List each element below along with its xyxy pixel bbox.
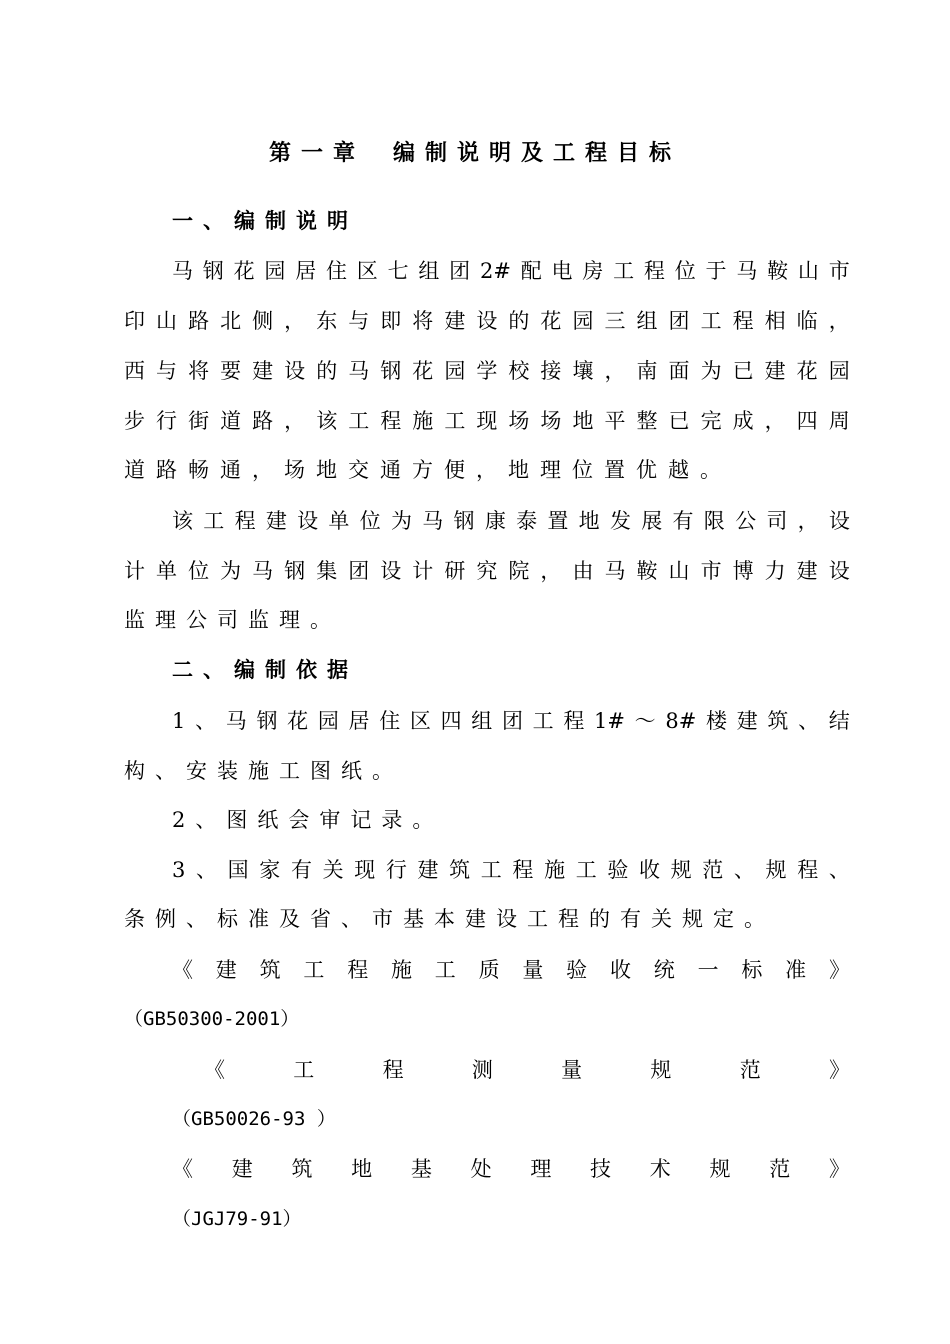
paragraph-line: 马 钢 花 园 居 住 区 七 组 团 2# 配 电 房 工 程 位 于 马 鞍 山 市 [172, 259, 850, 283]
list-item-line: 条例、标准及省、市基本建设工程的有关规定。 [124, 907, 775, 931]
standard-title: 《 工 程 测 量 规 范 》 [204, 1058, 850, 1082]
standard-code: （GB50300-2001） [124, 1008, 300, 1030]
standard-code: （GB50026-93 ） [172, 1108, 336, 1130]
paragraph-line: 印 山 路 北 侧 ， 东 与 即 将 建 设 的 花 园 三 组 团 工 程 相 临 ， [124, 309, 850, 333]
paragraph-line: 该 工 程 建 设 单 位 为 马 钢 康 泰 置 地 发 展 有 限 公 司 ， 设 [172, 509, 850, 533]
section-heading-2: 二、编制依据 [172, 658, 358, 682]
list-item: 2、图纸会审记录。 [172, 808, 444, 832]
standard-code: （JGJ79-91） [172, 1208, 302, 1230]
paragraph-line: 监理公司监理。 [124, 608, 341, 632]
chapter-heading [0, 136, 950, 167]
standard-title: 《 建 筑 工 程 施 工 质 量 验 收 统 一 标 准 》 [172, 958, 850, 982]
paragraph-line: 步 行 街 道 路 ， 该 工 程 施 工 现 场 场 地 平 整 已 完 成 ， 四 周 [124, 409, 850, 433]
paragraph-line: 道路畅通，场地交通方便，地理位置优越。 [124, 458, 732, 482]
paragraph-line: 西 与 将 要 建 设 的 马 钢 花 园 学 校 接 壤 ， 南 面 为 已 建 花 园 [124, 359, 850, 383]
chapter-title: 编制说明及工程目标 [393, 141, 682, 166]
list-item-line: 构、安装施工图纸。 [124, 759, 403, 783]
chapter-label: 第一章 [268, 141, 365, 166]
section-heading-1: 一、编制说明 [172, 209, 358, 233]
paragraph-line: 计 单 位 为 马 钢 集 团 设 计 研 究 院 ， 由 马 鞍 山 市 博 力 建 设 [124, 559, 850, 583]
standard-title: 《 建 筑 地 基 处 理 技 术 规 范 》 [172, 1157, 850, 1181]
list-item-line: 3 、 国 家 有 关 现 行 建 筑 工 程 施 工 验 收 规 范 、 规 程 、 [172, 858, 850, 882]
list-item-line: 1 、 马 钢 花 园 居 住 区 四 组 团 工 程 1# ～ 8# 楼 建 筑 、 结 [172, 709, 850, 733]
